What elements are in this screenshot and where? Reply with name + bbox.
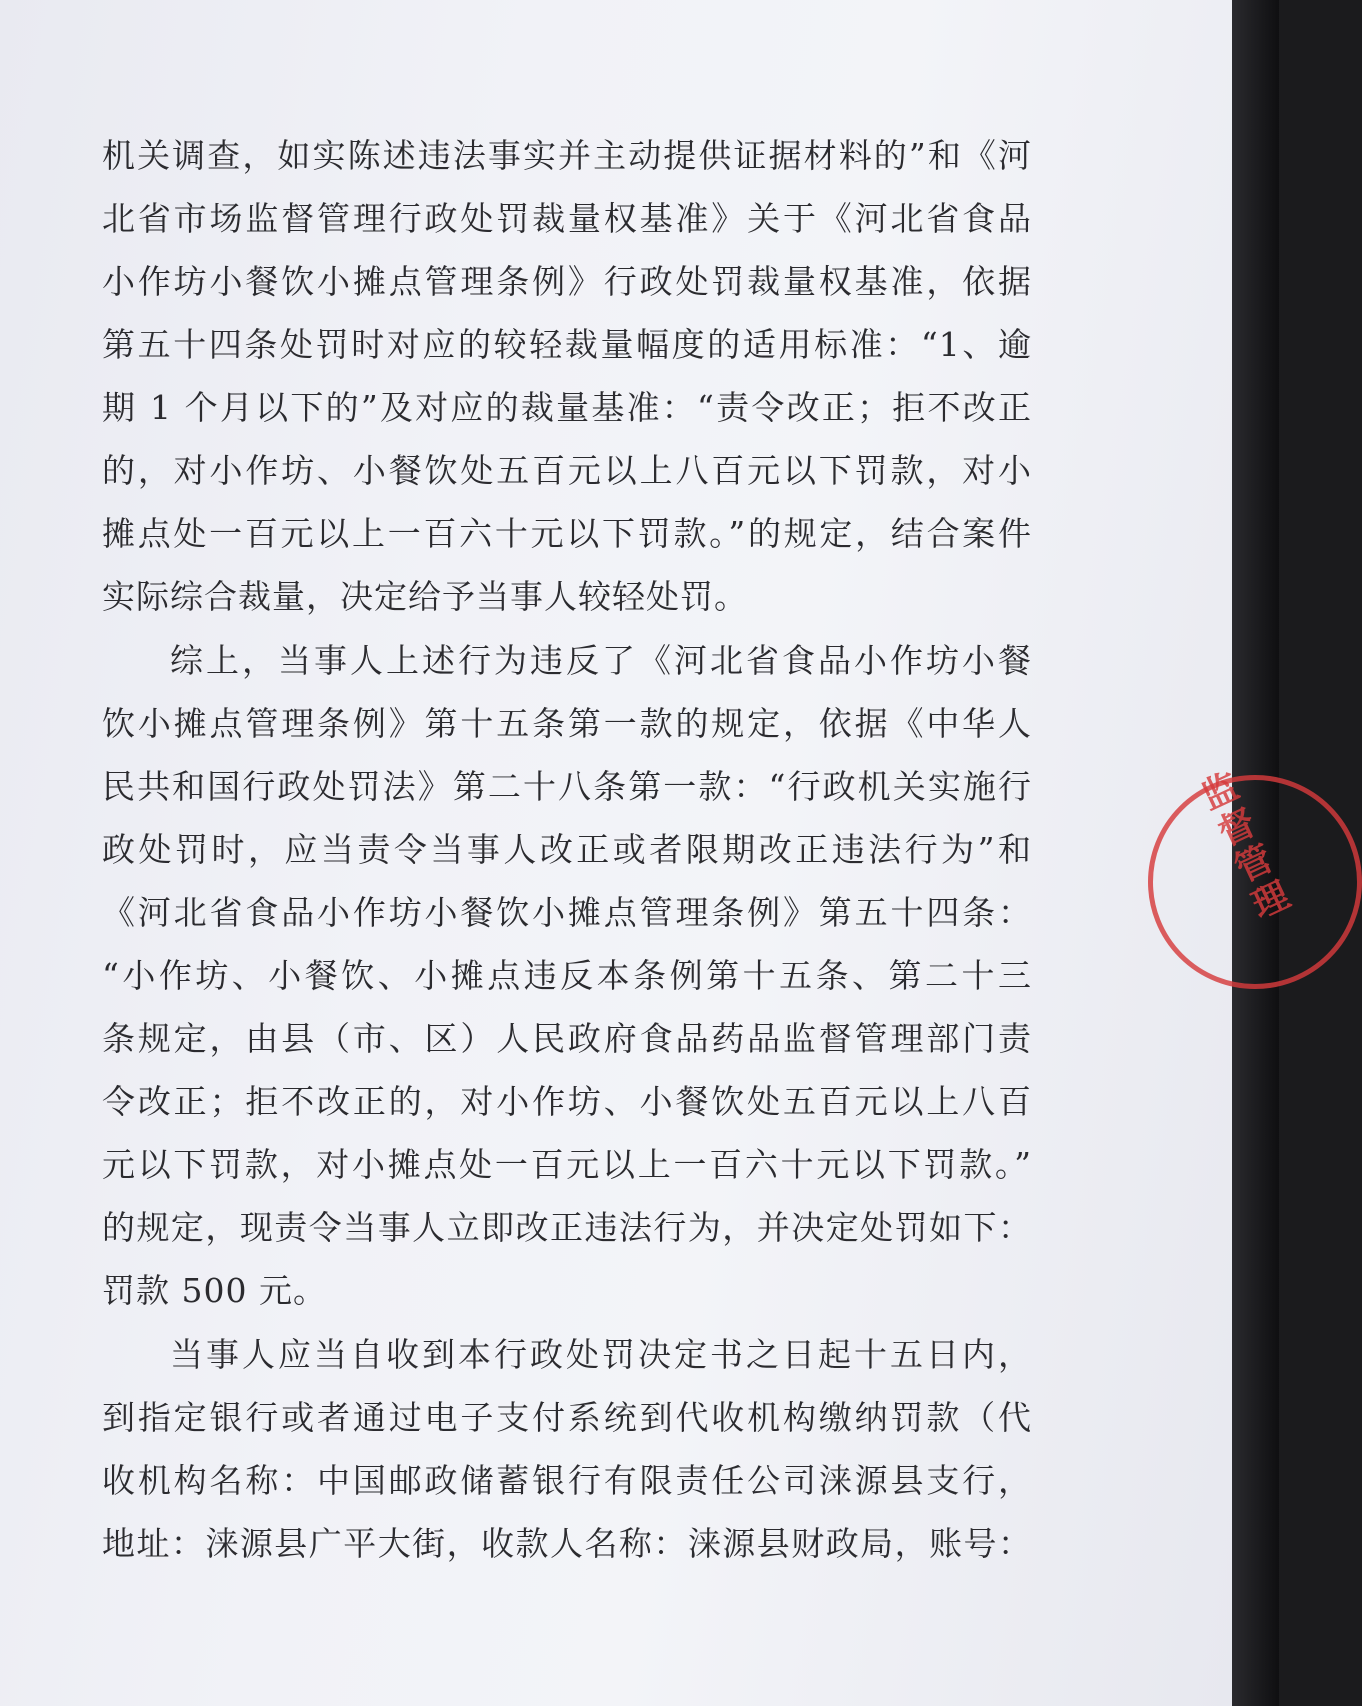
text-line-8: 实际综合裁量，决定给予当事人较轻处罚。 xyxy=(102,577,748,616)
text-line-17: 元以下罚款，对小摊点处一百元以上一百六十元以下罚款。” xyxy=(102,1145,1032,1184)
text-line-6: 的，对小作坊、小餐饮处五百元以上八百元以下罚款，对小 xyxy=(102,451,1032,490)
text-line-5: 期 1 个月以下的”及对应的裁量基准：“责令改正；拒不改正 xyxy=(102,388,1032,427)
text-line-15: 条规定，由县（市、区）人民政府食品药品监督管理部门责 xyxy=(102,1019,1032,1058)
text-line-14: “小作坊、小餐饮、小摊点违反本条例第十五条、第二十三 xyxy=(102,956,1032,995)
text-line-4: 第五十四条处罚时对应的较轻裁量幅度的适用标准：“1、逾 xyxy=(102,325,1032,364)
text-line-10: 饮小摊点管理条例》第十五条第一款的规定，依据《中华人 xyxy=(102,704,1032,743)
text-line-12: 政处罚时，应当责令当事人改正或者限期改正违法行为”和 xyxy=(102,830,1032,869)
text-line-22: 收机构名称：中国邮政储蓄银行有限责任公司涞源县支行， xyxy=(102,1461,1032,1500)
text-line-16: 令改正；拒不改正的，对小作坊、小餐饮处五百元以上八百 xyxy=(102,1082,1032,1121)
text-line-19: 罚款 500 元。 xyxy=(102,1271,327,1310)
text-line-9: 综上，当事人上述行为违反了《河北省食品小作坊小餐 xyxy=(170,641,1032,680)
text-line-2: 北省市场监督管理行政处罚裁量权基准》关于《河北省食品 xyxy=(102,199,1032,238)
text-line-1: 机关调查，如实陈述违法事实并主动提供证据材料的”和《河 xyxy=(102,136,1032,175)
text-line-18: 的规定，现责令当事人立即改正违法行为，并决定处罚如下： xyxy=(102,1208,1032,1247)
seal-text: 监督管理 xyxy=(1190,765,1297,929)
text-line-23: 地址：涞源县广平大街，收款人名称：涞源县财政局，账号： xyxy=(102,1524,1032,1563)
text-line-20: 当事人应当自收到本行政处罚决定书之日起十五日内， xyxy=(170,1335,1032,1374)
text-line-13: 《河北省食品小作坊小餐饮小摊点管理条例》第五十四条： xyxy=(102,893,1032,932)
text-line-21: 到指定银行或者通过电子支付系统到代收机构缴纳罚款（代 xyxy=(102,1398,1032,1437)
text-line-11: 民共和国行政处罚法》第二十八条第一款：“行政机关实施行 xyxy=(102,767,1032,806)
text-line-7: 摊点处一百元以上一百六十元以下罚款。”的规定，结合案件 xyxy=(102,514,1032,553)
text-line-3: 小作坊小餐饮小摊点管理条例》行政处罚裁量权基准，依据 xyxy=(102,262,1032,301)
